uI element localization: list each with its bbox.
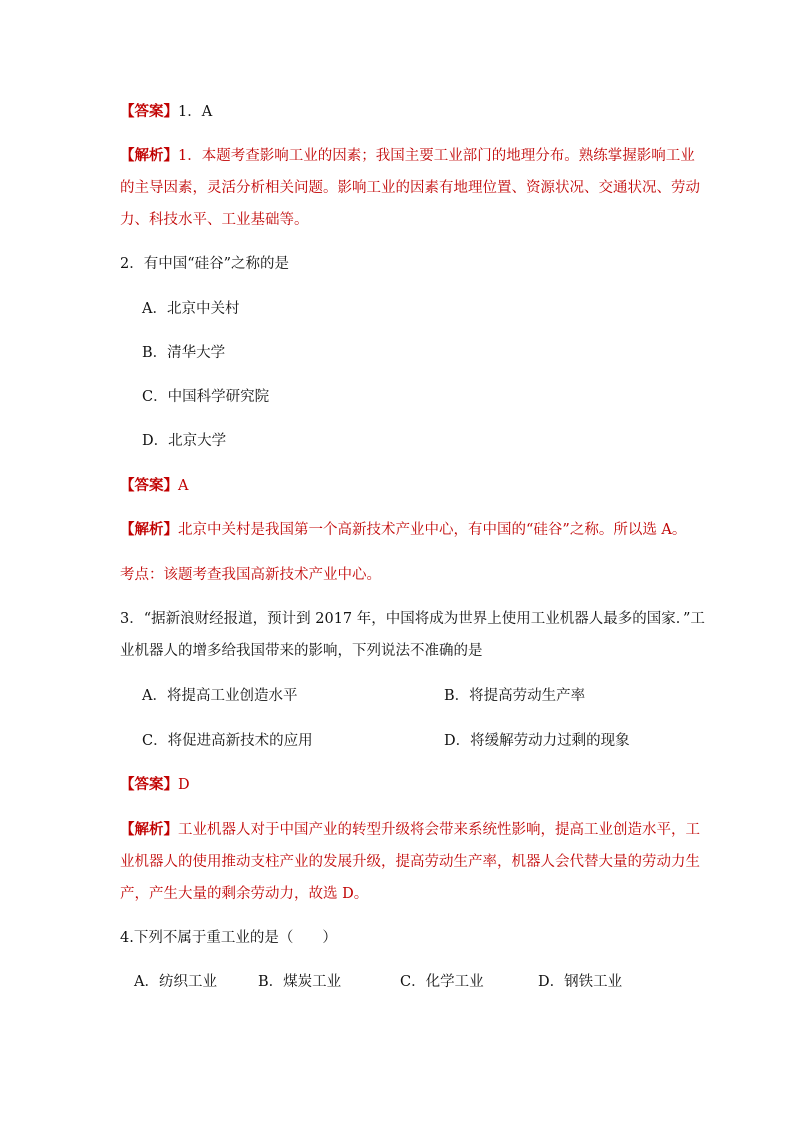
q2-analysis-text: 北京中关村是我国第一个高新技术产业中心，有中国的“硅谷”之称。所以选 A。 (178, 522, 687, 538)
answer-tag: 【答案】 (120, 103, 178, 120)
q2-note: 考点：该题考查我国高新技术产业中心。 (120, 567, 381, 583)
q3-analysis-text-1: 工业机器人对于中国产业的转型升级将会带来系统性影响，提高工业创造水平，工 (178, 822, 700, 838)
q3-option-a: A．将提高工业创造水平 (142, 688, 298, 704)
answer-tag: 【答案】 (120, 477, 178, 494)
q1-analysis-line-3: 力、科技水平、工业基础等。 (120, 212, 309, 228)
analysis-tag: 【解析】 (120, 147, 178, 164)
q3-analysis-line-1 (120, 820, 700, 840)
q4-stem: 4.下列不属于重工业的是（ ） (120, 930, 337, 946)
q4-option-a: A．纺织工业 (134, 974, 217, 990)
q3-option-b: B．将提高劳动生产率 (444, 688, 586, 704)
q4-option-b: B．煤炭工业 (258, 974, 342, 990)
q2-analysis (120, 520, 686, 540)
q4-option-d: D．钢铁工业 (538, 974, 623, 990)
q1-answer-value: 1．A (178, 104, 213, 120)
q2-answer-value: A (178, 478, 189, 494)
answer-tag: 【答案】 (120, 776, 178, 793)
q3-answer-value: D (178, 777, 190, 793)
q3-stem-line-1: 3．“据新浪财经报道，预计到 2017 年，中国将成为世界上使用工业机器人最多的国家．”工 (120, 611, 705, 627)
q3-option-d: D．将缓解劳动力过剩的现象 (444, 733, 630, 749)
q2-option-c: C．中国科学研究院 (142, 389, 270, 405)
analysis-tag: 【解析】 (120, 521, 178, 538)
q3-analysis-line-3: 产，产生大量的剩余劳动力，故选 D。 (120, 886, 369, 902)
analysis-tag: 【解析】 (120, 821, 178, 838)
q3-option-c: C．将促进高新技术的应用 (142, 733, 313, 749)
q2-stem: 2．有中国“硅谷”之称的是 (120, 256, 290, 272)
q1-answer (120, 102, 212, 122)
q3-answer (120, 775, 190, 795)
q4-option-c: C．化学工业 (400, 974, 484, 990)
q1-analysis-text-1: 1．本题考查影响工业的因素；我国主要工业部门的地理分布。熟练掌握影响工业 (178, 148, 695, 164)
q1-analysis-line-2: 的主导因素，灵活分析相关问题。影响工业的因素有地理位置、资源状况、交通状况、劳动 (120, 180, 700, 196)
q2-option-d: D．北京大学 (142, 433, 227, 449)
q3-analysis-line-2: 业机器人的使用推动支柱产业的发展升级，提高劳动生产率，机器人会代替大量的劳动力生 (120, 854, 700, 870)
q1-analysis-line-1 (120, 146, 695, 166)
q2-option-b: B．清华大学 (142, 345, 226, 361)
q3-stem-line-2: 业机器人的增多给我国带来的影响，下列说法不准确的是 (120, 643, 483, 659)
q2-option-a: A．北京中关村 (142, 301, 240, 317)
q2-answer (120, 476, 188, 496)
